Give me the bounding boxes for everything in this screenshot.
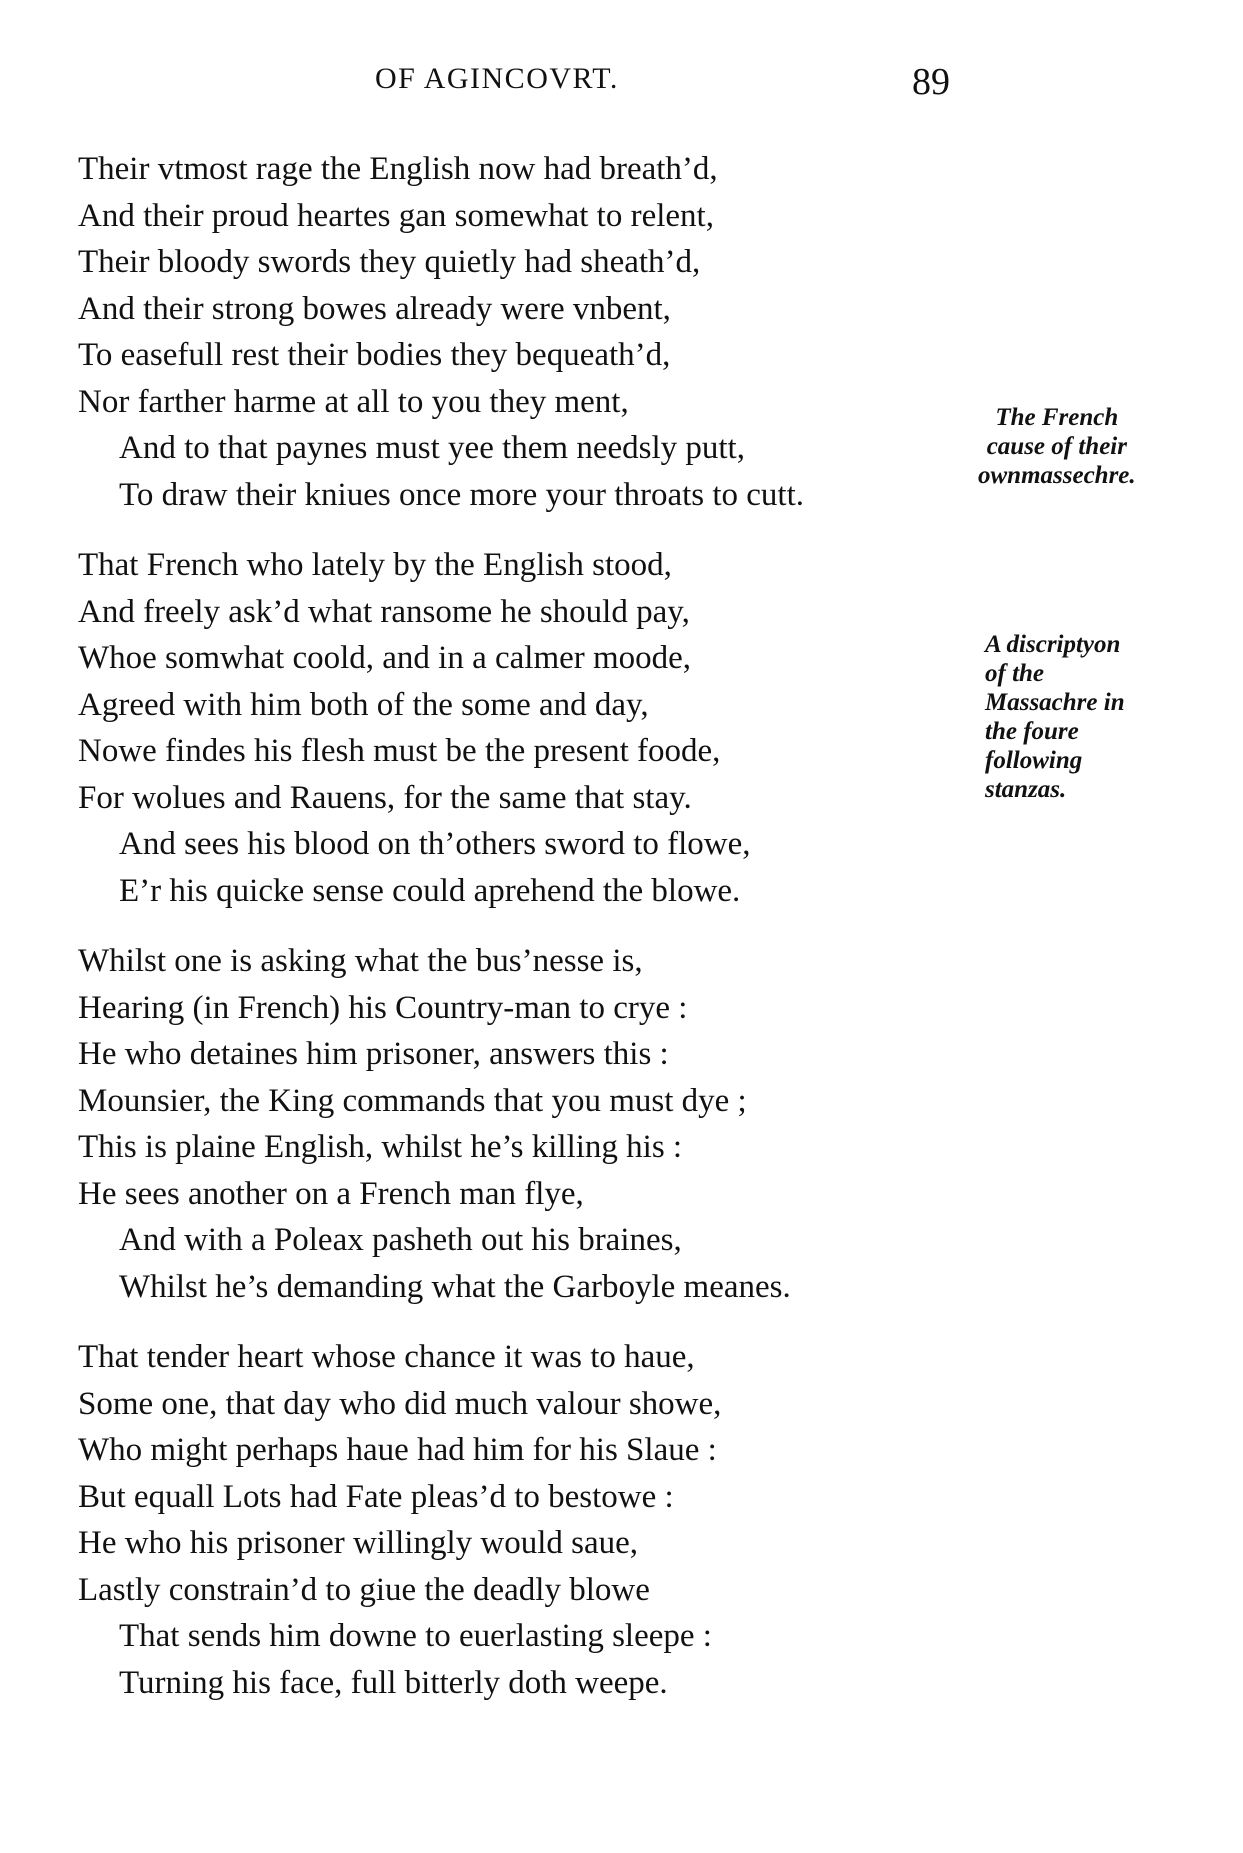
verse-line: For wolues and Rauens, for the same that stay.: [78, 779, 692, 816]
marginal-note-line: cause of their: [986, 433, 1127, 460]
verse-line: Who might perhaps haue had him for his Slaue :: [78, 1432, 717, 1468]
verse-line: He who detaines him prisoner, answers this :: [78, 1036, 669, 1072]
running-head: OF AGINCOVRT.: [375, 62, 619, 95]
stanza-2: [78, 542, 978, 914]
verse-line: Lastly constrain’d to giue the deadly blowe: [78, 1571, 650, 1608]
verse-line: This is plaine English, whilst he’s killing his :: [78, 1129, 683, 1165]
verse-line: Turning his face, full bitterly doth weepe.: [119, 1664, 668, 1701]
marginal-note-massacre: [985, 630, 1125, 804]
verse-line: Agreed with him both of the some and day,: [78, 686, 649, 723]
verse-line: Nowe findes his flesh must be the present foode,: [78, 733, 721, 769]
verse-line: Mounsier, the King commands that you must dye ;: [78, 1082, 747, 1119]
verse-line: And their proud heartes gan somewhat to relent,: [78, 197, 714, 234]
verse-line: And sees his blood on th’others sword to flowe,: [119, 826, 751, 862]
verse-line: Whilst one is asking what the bus’nesse is,: [78, 943, 643, 979]
marginal-note-line: the foure: [985, 718, 1079, 745]
verse-line: Nor farther harme at all to you they ment,: [78, 383, 629, 420]
marginal-note-line: A discriptyon: [985, 631, 1121, 658]
verse-line: That tender heart whose chance it was to haue,: [78, 1339, 695, 1375]
verse-line: He who his prisoner willingly would saue,: [78, 1525, 639, 1561]
marginal-note-french-cause: [978, 403, 1136, 490]
verse-line: But equall Lots had Fate pleas’d to bestowe :: [78, 1478, 674, 1515]
verse-line: E’r his quicke sense could aprehend the blowe.: [119, 872, 741, 909]
verse-line: That sends him downe to euerlasting sleepe :: [119, 1618, 712, 1654]
verse-line: That French who lately by the English stood,: [78, 547, 672, 583]
verse-line: To easefull rest their bodies they bequeath’d,: [78, 337, 671, 373]
verse-line: Whilst he’s demanding what the Garboyle meanes.: [119, 1268, 791, 1305]
marginal-note-line: Massachre in: [985, 689, 1125, 716]
verse-line: Hearing (in French) his Country-man to crye :: [78, 989, 688, 1026]
verse-line: Whoe somwhat coold, and in a calmer moode,: [78, 640, 692, 676]
verse-line: Their bloody swords they quietly had sheath’d,: [78, 244, 701, 280]
verse-line: Some one, that day who did much valour showe,: [78, 1385, 722, 1422]
marginal-note-line: following: [985, 747, 1083, 774]
verse-line: Their vtmost rage the English now had breath’d,: [78, 151, 718, 187]
verse-line: And freely ask’d what ransome he should pay,: [78, 593, 690, 630]
stanza-4: [78, 1334, 978, 1706]
verse-line: And their strong bowes already were vnbent,: [78, 290, 671, 327]
marginal-note-line: ownmassechre.: [978, 462, 1136, 489]
verse-line: He sees another on a French man flye,: [78, 1175, 584, 1212]
stanza-1: [78, 146, 978, 518]
stanza-3: [78, 938, 978, 1310]
verse-line: And to that paynes must yee them needsly putt,: [119, 430, 745, 466]
verse-line: To draw their kniues once more your throats to cutt.: [119, 476, 805, 513]
marginal-note-line: of the: [985, 660, 1045, 687]
marginal-note-line: stanzas.: [985, 776, 1067, 803]
marginal-note-line: The French: [995, 404, 1119, 431]
verse-line: And with a Poleax pasheth out his braines,: [119, 1222, 682, 1258]
page-number: 89: [912, 61, 950, 103]
